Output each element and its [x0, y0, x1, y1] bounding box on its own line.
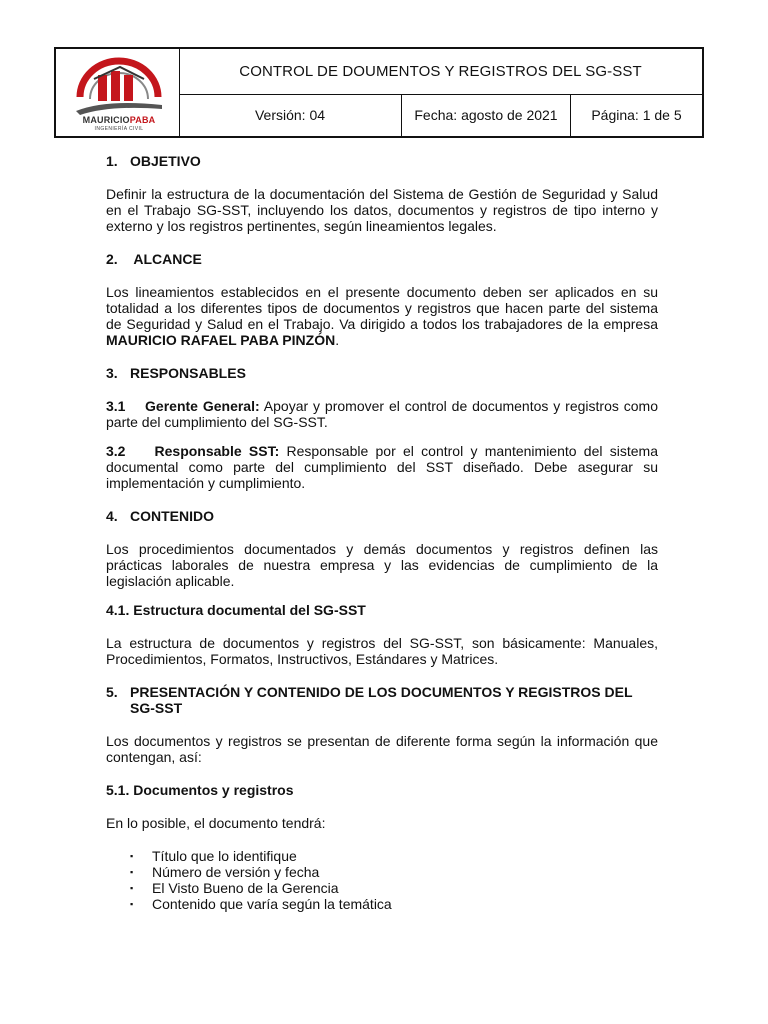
header-table	[54, 47, 704, 138]
subsection-heading-documentos: 5.1. Documentos y registros	[106, 782, 294, 798]
presentacion-text: Los documentos y registros se presentan de diferente forma según la información que contengan, así:	[106, 733, 658, 765]
page-cell: Página: 1 de 5	[591, 107, 682, 123]
document-title: CONTROL DE DOUMENTOS Y REGISTROS DEL SG-SST	[179, 49, 702, 95]
documentos-text: En lo posible, el documento tendrá:	[106, 815, 326, 831]
list-item: ▪ El Visto Bueno de la Gerencia	[106, 880, 658, 896]
responsable-gerente: 3.1 Gerente General: Apoyar y promover el control de documentos y registros como parte del cumplimiento del SG-SST.	[106, 398, 658, 430]
document-requirements-list	[106, 848, 658, 912]
alcance-text: Los lineamientos establecidos en el presente documento deben ser aplicados en su totalidad a los diferentes tipos de documentos y registros que hacen parte del sistema de Seguridad y Salud en el Trabajo. Va dirigido a todos los trabajadores de la empresa MAURICIO RAFAEL PABA PINZÓN.	[106, 284, 658, 348]
section-heading-presentacion: 5. PRESENTACIÓN Y CONTENIDO DE LOS DOCUMENTOS Y REGISTROS DEL SG-SST	[106, 684, 633, 716]
subsection-heading-estructura: 4.1. Estructura documental del SG-SST	[106, 602, 366, 618]
list-item: ▪ Contenido que varía según la temática	[106, 896, 658, 912]
logo-wordmark: MAURICIOPABA	[82, 115, 156, 125]
section-heading-alcance: 2. ALCANCE	[106, 251, 202, 267]
date-cell: Fecha: agosto de 2021	[402, 94, 571, 136]
contenido-text: Los procedimientos documentados y demás documentos y registros definen las prácticas laborales de nuestra empresa y las evidencias de cumplimiento de la legislación aplicable.	[106, 541, 658, 589]
list-item: ▪ Título que lo identifique	[106, 848, 658, 864]
objetivo-text: Definir la estructura de la documentación del Sistema de Gestión de Seguridad y Salud en el Trabajo SG-SST, incluyendo los datos, documentos y registros de tipo interno y externo y los registros pertinentes, según lineamientos legales.	[106, 186, 658, 234]
estructura-text: La estructura de documentos y registros del SG-SST, son básicamente: Manuales, Procedimientos, Formatos, Instructivos, Estándares y Matrices.	[106, 635, 658, 667]
company-name: MAURICIO RAFAEL PABA PINZÓN	[106, 332, 336, 348]
responsable-sst: 3.2 Responsable SST: Responsable por el control y mantenimiento del sistema documental como parte del cumplimiento del SST diseñado. Debe asegurar su implementación y cumplimiento.	[106, 443, 658, 491]
document-body	[106, 153, 658, 912]
logo-subtitle: INGENIERÍA CIVIL	[94, 126, 144, 132]
section-heading-contenido: 4. CONTENIDO	[106, 508, 214, 524]
list-item: ▪ Número de versión y fecha	[106, 864, 658, 880]
company-logo	[76, 53, 162, 115]
section-heading-objetivo: 1. OBJETIVO	[106, 153, 201, 169]
section-heading-responsables: 3. RESPONSABLES	[106, 365, 246, 381]
logo-cell	[56, 49, 180, 136]
version-cell: Versión: 04	[179, 94, 402, 136]
